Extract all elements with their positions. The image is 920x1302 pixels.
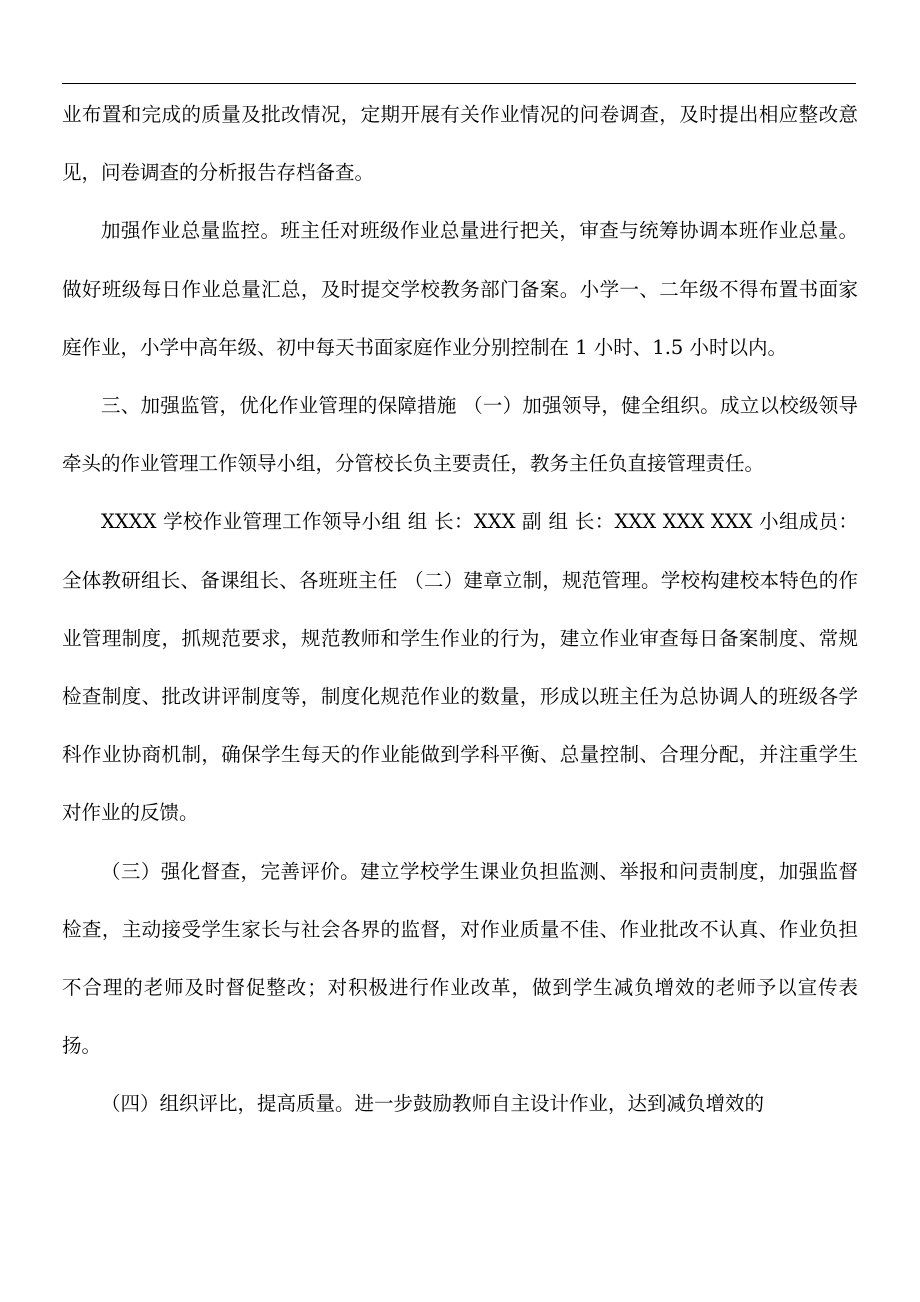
paragraph: （三）强化督查，完善评价。建立学校学生课业负担监测、举报和问责制度，加强监督检查，主动接受学生家长与社会各界的监督，对作业质量不佳、作业批改不认真、作业负担不合理的老师及时督促整改；对积极进行作业改革，做到学生减负增效的老师予以宣传表扬。	[62, 859, 858, 1058]
paragraph: 三、加强监管，优化作业管理的保障措施 （一）加强领导，健全组织。成立以校级领导牵头的作业管理工作领导小组，分管校长负主要责任，教务主任负直接管理责任。	[62, 394, 858, 476]
paragraph: （四）组织评比，提高质量。进一步鼓励教师自主设计作业，达到减负增效的	[101, 1092, 765, 1116]
document-body	[62, 86, 858, 1134]
paragraph: 业布置和完成的质量及批改情况，定期开展有关作业情况的问卷调查，及时提出相应整改意见，问卷调查的分析报告存档备查。	[62, 103, 858, 185]
header-rule	[62, 83, 856, 84]
paragraph: XXXX 学校作业管理工作领导小组 组 长：XXX 副 组 长：XXX XXX XXX 小组成员：全体教研组长、备课组长、各班班主任 （二）建章立制，规范管理。学校构建校本特色的作业管理制度，抓规范要求，规范教师和学生作业的行为，建立作业审查每日备案制度、常规检查制度、批改讲评制度等，制度化规范作业的数量，形成以班主任为总协调人的班级各学科作业协商机制，确保学生每天的作业能做到学科平衡、总量控制、合理分配，并注重学生对作业的反馈。	[62, 510, 858, 825]
paragraph: 加强作业总量监控。班主任对班级作业总量进行把关，审查与统筹协调本班作业总量。做好班级每日作业总量汇总，及时提交学校教务部门备案。小学一、二年级不得布置书面家庭作业，小学中高年级、初中每天书面家庭作业分别控制在 1 小时、1.5 小时以内。	[62, 219, 858, 359]
